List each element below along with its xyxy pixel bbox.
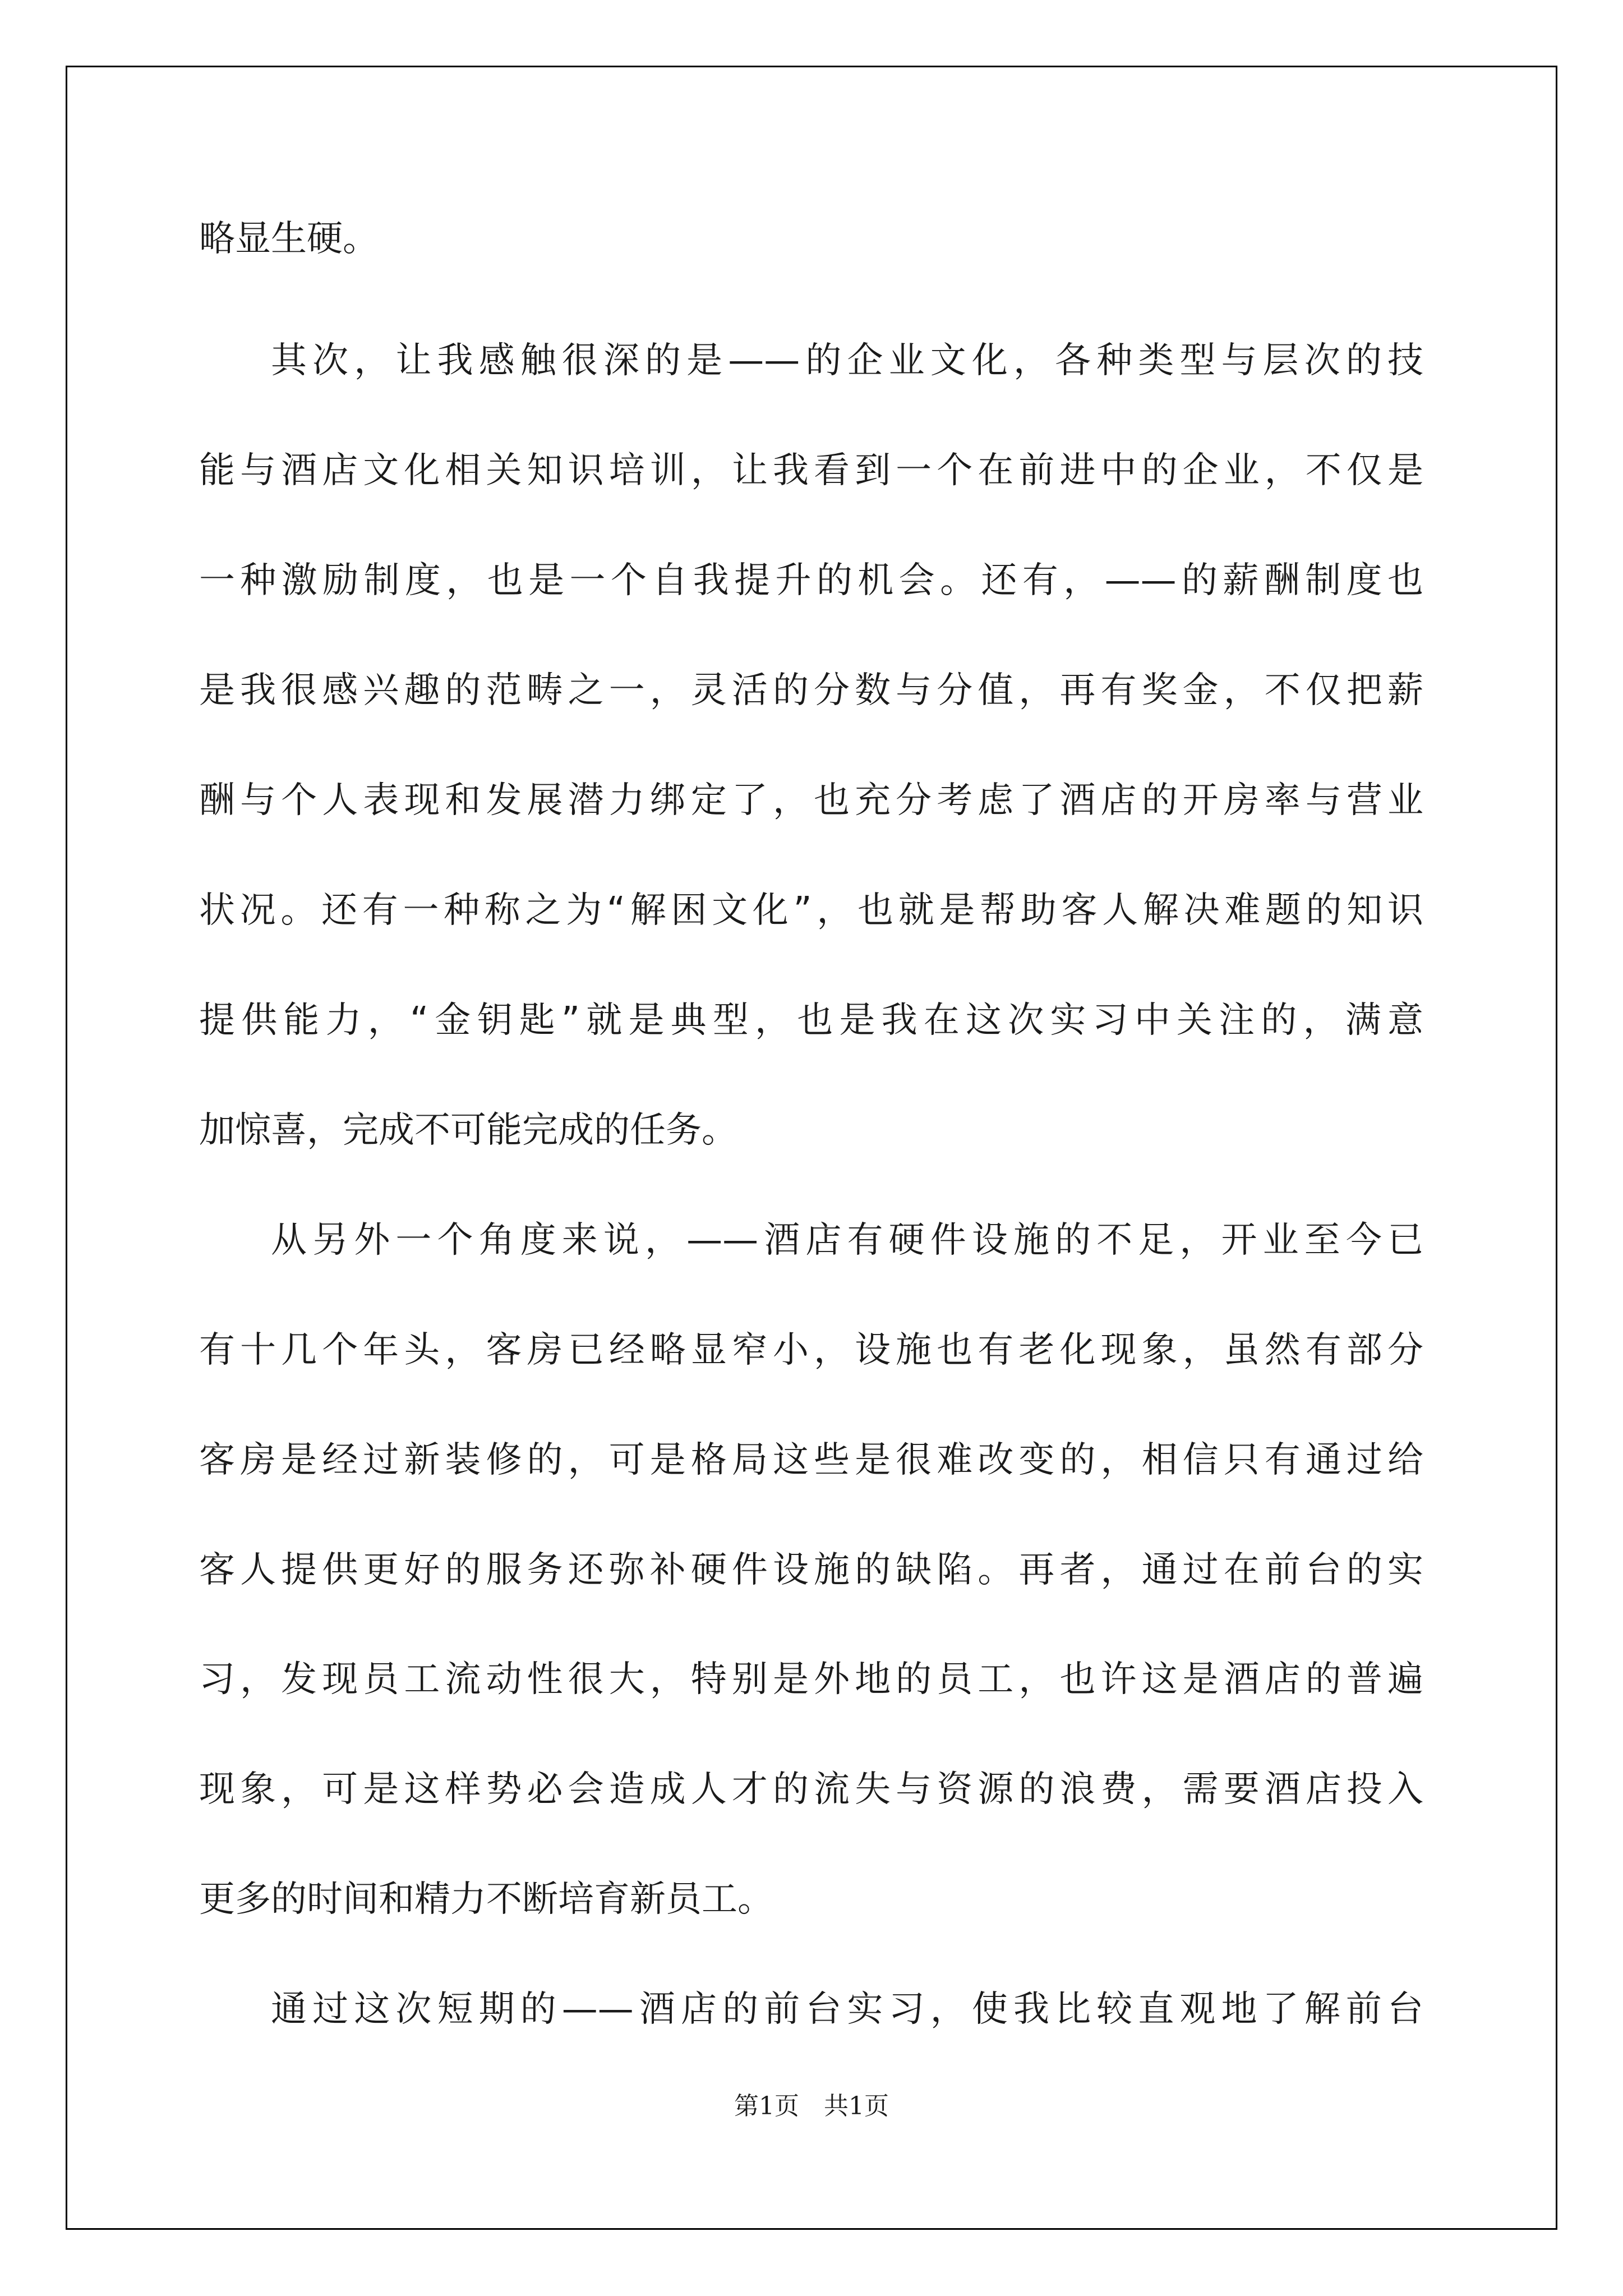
page-total: 共1页 — [824, 2092, 889, 2120]
text-line: 有十几个年头，客房已经略显窄小，设施也有老化现象，虽然有部分 — [199, 1329, 1423, 1371]
text-line: 现象，可是这样势必会造成人才的流失与资源的浪费，需要酒店投入 — [199, 1769, 1423, 1810]
text-line: 通过这次短期的——酒店的前台实习，使我比较直观地了解前台 — [271, 1989, 1423, 2030]
text-line: 是我很感兴趣的范畴之一，灵活的分数与分值，再有奖金，不仅把薪 — [199, 670, 1423, 711]
text-line: 从另外一个角度来说，——酒店有硬件设施的不足，开业至今已 — [271, 1220, 1423, 1261]
text-line: 加惊喜，完成不可能完成的任务。 — [199, 1110, 737, 1151]
text-line: 提供能力，“金钥匙”就是典型，也是我在这次实习中关注的，满意 — [199, 1000, 1423, 1041]
text-line: 酬与个人表现和发展潜力绑定了，也充分考虑了酒店的开房率与营业 — [199, 780, 1423, 821]
page-number: 第1页 — [734, 2092, 799, 2120]
text-line: 客房是经过新装修的，可是格局这些是很难改变的，相信只有通过给 — [199, 1439, 1423, 1481]
text-line: 略显生硬。 — [199, 218, 379, 260]
text-line: 一种激励制度，也是一个自我提升的机会。还有，——的薪酬制度也 — [199, 560, 1423, 601]
text-line: 能与酒店文化相关知识培训，让我看到一个在前进中的企业，不仅是 — [199, 450, 1423, 491]
page-footer — [0, 2094, 1623, 2119]
text-line: 更多的时间和精力不断培育新员工。 — [199, 1879, 773, 1920]
text-line: 客人提供更好的服务还弥补硬件设施的缺陷。再者，通过在前台的实 — [199, 1549, 1423, 1591]
text-line: 其次，让我感触很深的是——的企业文化，各种类型与层次的技 — [271, 340, 1423, 381]
text-line: 状况。还有一种称之为“解困文化”，也就是帮助客人解决难题的知识 — [199, 890, 1423, 931]
text-line: 习，发现员工流动性很大，特别是外地的员工，也许这是酒店的普遍 — [199, 1659, 1423, 1700]
